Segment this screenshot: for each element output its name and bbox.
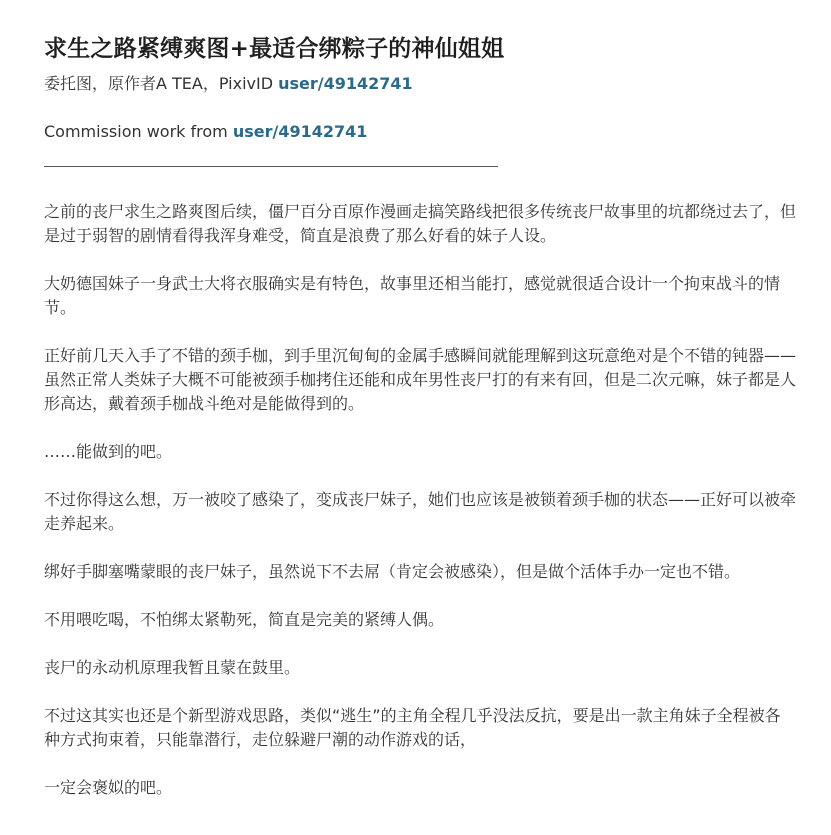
paragraph: 不过这其实也还是个新型游戏思路，类似“逃生”的主角全程几乎没法反抗，要是出一款主角妹子全程被各种方式拘束着，只能靠潜行，走位躲避尸潮的动作游戏的话， — [44, 706, 781, 749]
article-title: 求生之路紧缚爽图+最适合绑粽子的神仙姐姐 — [44, 36, 505, 62]
article-body — [44, 200, 796, 800]
paragraph: 绑好手脚塞嘴蒙眼的丧尸妹子，虽然说下不去屌（肯定会被感染），但是做个活体手办一定也不错。 — [44, 562, 741, 581]
paragraph: 不过你得这么想，万一被咬了感染了，变成丧尸妹子，她们也应该是被锁着颈手枷的状态——正好可以被牵走养起来。 — [44, 490, 797, 533]
article-subtitle — [44, 72, 796, 96]
commission-text: Commission work from — [44, 122, 233, 141]
paragraph: 不用喂吃喝，不怕绑太紧勒死，简直是完美的紧缚人偶。 — [44, 610, 445, 629]
commission-user-link[interactable]: user/49142741 — [232, 122, 368, 141]
paragraph: 正好前几天入手了不错的颈手枷，到手里沉甸甸的金属手感瞬间就能理解到这玩意绝对是个不错的钝器——虽然正常人类妹子大概不可能被颈手枷拷住还能和成年男性丧尸打的有来有回，但是二次元嘛，妹子都是人形高达，戴着颈手枷战斗绝对是能做得到的。 — [44, 346, 797, 413]
paragraph: ……能做到的吧。 — [44, 442, 173, 461]
divider — [44, 166, 498, 167]
commission-line — [44, 120, 796, 144]
paragraph: 大奶德国妹子一身武士大将衣服确实是有特色，故事里还相当能打，感觉就很适合设计一个拘束战斗的情节。 — [44, 274, 781, 317]
article — [44, 32, 796, 824]
subtitle-text: 委托图，原作者A TEA，PixivID — [44, 74, 279, 93]
paragraph: 一定会褒姒的吧。 — [44, 778, 173, 797]
pixiv-user-link[interactable]: user/49142741 — [278, 74, 413, 93]
paragraph: 之前的丧尸求生之路爽图后续，僵尸百分百原作漫画走搞笑路线把很多传统丧尸故事里的坑都绕过去了，但是过于弱智的剧情看得我浑身难受，简直是浪费了那么好看的妹子人设。 — [44, 202, 797, 245]
paragraph: 丧尸的永动机原理我暂且蒙在鼓里。 — [44, 658, 301, 677]
